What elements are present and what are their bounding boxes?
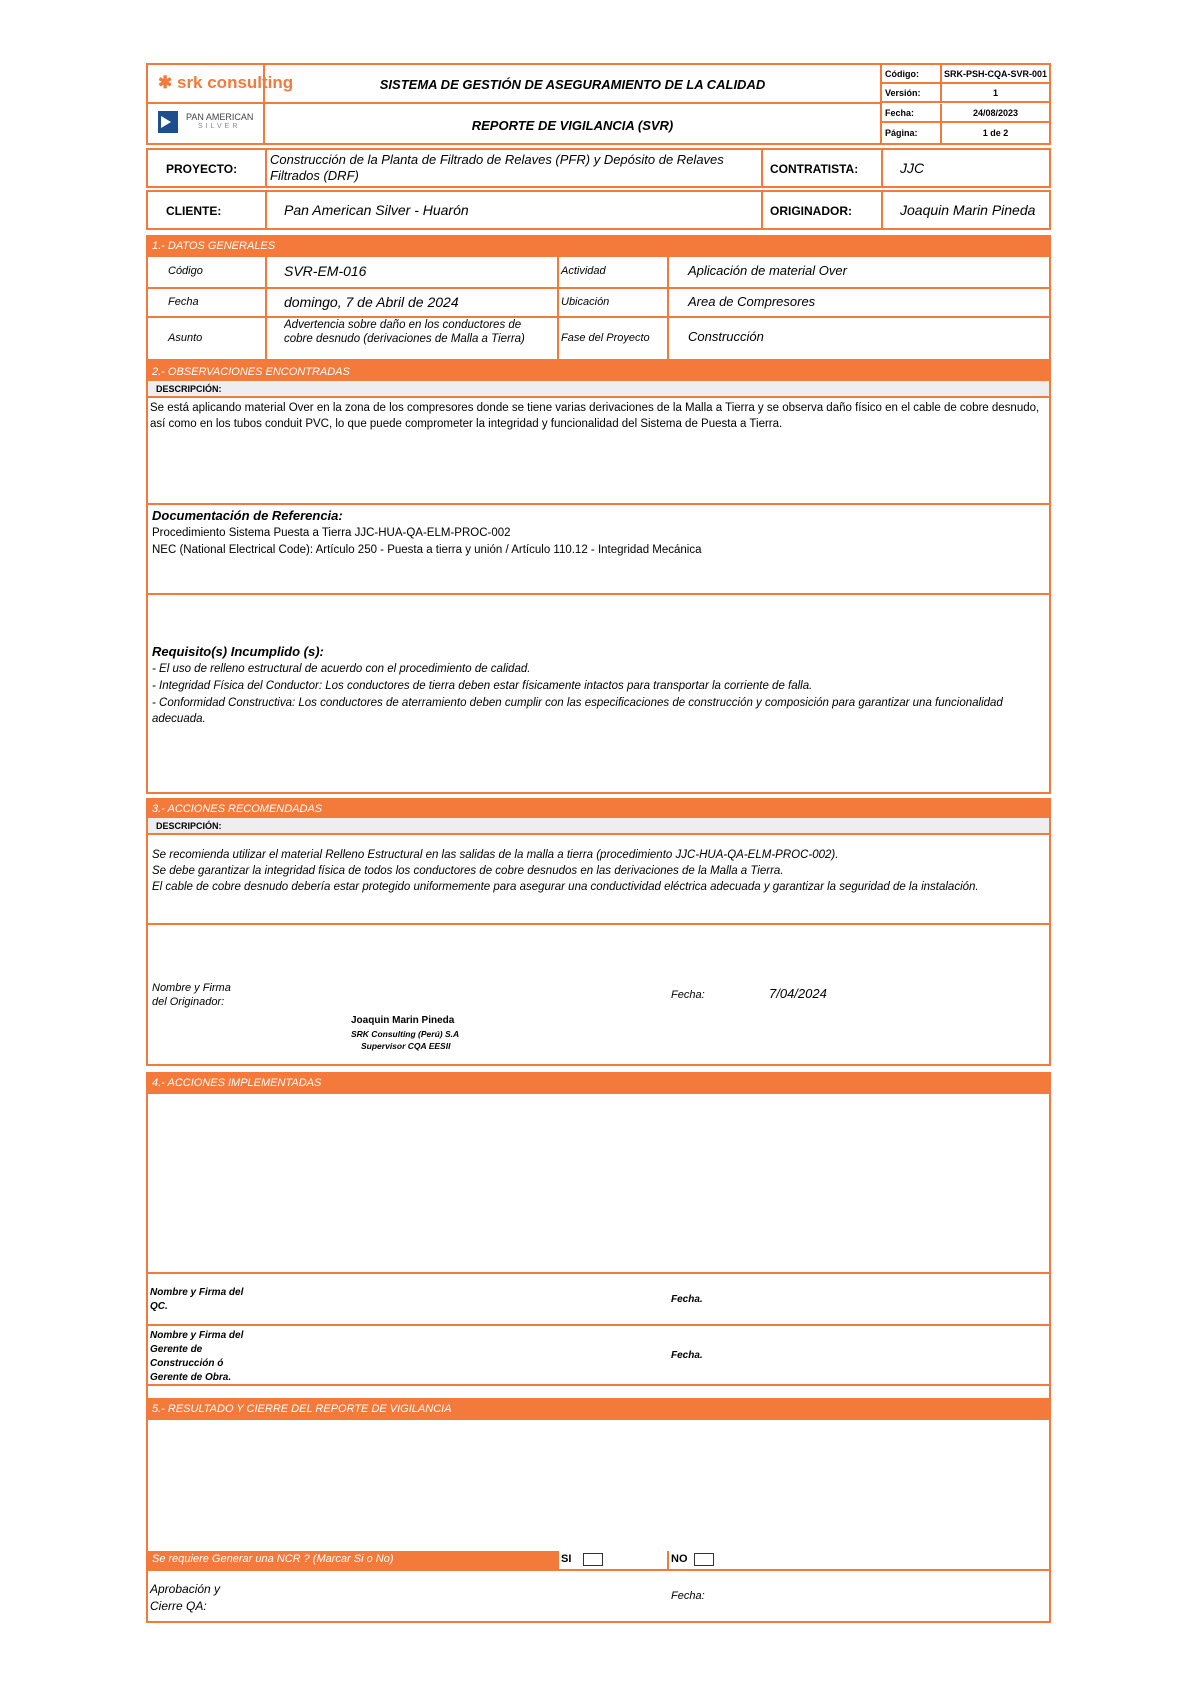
qc-firma-row	[148, 1272, 1049, 1324]
doc-ref-line-2: NEC (National Electrical Code): Artículo 250 - Puesta a tierra y unión / Artículo 110.12 - Integridad Mecánica	[152, 544, 702, 556]
aprobacion-label-1: Aprobación y	[150, 1582, 221, 1596]
requisitos-line-2: - Integridad Física del Conductor: Los conductores de tierra deben estar físicamente intactos para transportar la corriente de falla.	[152, 680, 813, 692]
requisitos-title: Requisito(s) Incumplido (s):	[152, 644, 324, 659]
rec-line-3: El cable de cobre desnudo debería estar protegido uniformemente para asegurar una conductividad eléctrica adecuada y garantizar la seguridad de la instalación.	[152, 881, 979, 893]
ncr-no-label: NO	[671, 1553, 688, 1565]
contratista-value: JJC	[900, 160, 925, 176]
datos-fase-value: Construcción	[688, 329, 764, 344]
implementadas-section-title: 4.- ACCIONES IMPLEMENTADAS	[148, 1074, 1049, 1092]
obs-descripcion-text: Se está aplicando material Over en la zona de los compresores donde se tiene varias derivaciones de la Malla a Tierra y se observa daño físico en el cable de cobre desnudo, así como en los tubos conduit PVC, lo que puede comprometer la integridad y funcionalidad del Sistema de Puesta a Tierra.	[150, 402, 1040, 430]
datos-ubicacion-label: Ubicación	[561, 296, 610, 308]
fecha-value: 24/08/2023	[942, 104, 1049, 123]
proyecto-label: PROYECTO:	[166, 162, 238, 176]
aprobacion-label-2: Cierre QA:	[150, 1599, 207, 1613]
aprobacion-row	[148, 1569, 1049, 1621]
datos-actividad-label: Actividad	[561, 265, 606, 277]
rec-firma-label-2: del Originador:	[152, 996, 225, 1008]
title-cell	[265, 65, 882, 104]
srk-logo-cell	[148, 65, 294, 104]
pas-logo-icon-mark	[161, 116, 171, 128]
implementadas-body	[148, 1092, 1049, 1272]
ncr-question: Se requiere Generar una NCR ? (Marcar Si o No)	[152, 1553, 394, 1565]
sign-name: Joaquin Marin Pineda	[351, 1015, 455, 1026]
rec-firma-label-1: Nombre y Firma	[152, 982, 231, 994]
gerente-firma-label-3: Construcción ó	[150, 1358, 224, 1369]
cliente-value: Pan American Silver - Huarón	[284, 202, 469, 218]
cierre-fecha-label: Fecha:	[671, 1590, 705, 1602]
codigo-label: Código:	[882, 65, 942, 84]
gerente-fecha-label: Fecha.	[671, 1350, 703, 1361]
version-label: Versión:	[882, 84, 942, 103]
recomendadas-section-title: 3.- ACCIONES RECOMENDADAS	[148, 800, 1049, 818]
datos-codigo-value: SVR-EM-016	[284, 263, 367, 279]
datos-section-title: 1.- DATOS GENERALES	[148, 237, 1049, 255]
gerente-firma-label-1: Nombre y Firma del	[150, 1330, 244, 1341]
srk-logo-icon: ✱	[158, 73, 173, 92]
system-title: SISTEMA DE GESTIÓN DE ASEGURAMIENTO DE LA CALIDAD	[379, 77, 766, 92]
qc-fecha-label: Fecha.	[671, 1294, 703, 1305]
rec-line-2: Se debe garantizar la integridad física de todos los conductores de cobre desnudos en las derivaciones de la Malla a Tierra.	[152, 865, 784, 877]
ncr-si-cell	[557, 1551, 667, 1569]
datos-ubicacion-value: Area de Compresores	[688, 294, 816, 309]
rec-fecha-label: Fecha:	[671, 989, 705, 1001]
doc-ref-line-1: Procedimiento Sistema Puesta a Tierra JJC-HUA-QA-ELM-PROC-002	[152, 527, 511, 539]
rec-firma-block	[148, 923, 1049, 1064]
requisitos-line-1: - El uso de relleno estructural de acuerdo con el procedimiento de calidad.	[152, 663, 531, 675]
originador-value: Joaquin Marin Pineda	[900, 202, 1036, 218]
requisitos-line-3: - Conformidad Constructiva: Los conductores de aterramiento deben cumplir con las especificaciones de construcción y composición para garantizar una funcionalidad adecuada.	[152, 697, 1003, 725]
rec-descripcion-header	[148, 818, 1049, 835]
datos-codigo-label: Código	[168, 265, 203, 277]
srk-logo-text: srk consulting	[176, 73, 294, 92]
datos-asunto-value: Advertencia sobre daño en los conductores de cobre desnudo (derivaciones de Malla a Tierra)	[284, 319, 525, 345]
qc-firma-label-2: QC.	[150, 1301, 168, 1312]
gerente-firma-label-2: Gerente de	[150, 1344, 203, 1355]
version-value: 1	[942, 84, 1049, 103]
rec-fecha-value: 7/04/2024	[769, 986, 827, 1001]
subtitle-cell	[265, 104, 882, 143]
qc-firma-label-1: Nombre y Firma del	[150, 1287, 244, 1298]
gerente-firma-row	[148, 1324, 1049, 1386]
fecha-label: Fecha:	[882, 104, 942, 123]
meta-grid	[882, 65, 1049, 143]
datos-fase-label: Fase del Proyecto	[561, 332, 650, 344]
doc-ref-title: Documentación de Referencia:	[152, 508, 343, 523]
datos-actividad-value: Aplicación de material Over	[688, 263, 847, 278]
sign-role: Supervisor CQA EESII	[361, 1041, 451, 1051]
observaciones-section-title: 2.- OBSERVACIONES ENCONTRADAS	[148, 363, 1049, 381]
ncr-no-checkbox[interactable]	[694, 1553, 714, 1566]
datos-fecha-label: Fecha	[168, 296, 199, 308]
pas-logo-line1: PAN AMERICAN	[186, 112, 254, 122]
gerente-firma-label-4: Gerente de Obra.	[150, 1372, 232, 1383]
pas-logo-cell	[148, 104, 265, 143]
ncr-si-checkbox[interactable]	[583, 1553, 603, 1566]
cliente-label: CLIENTE:	[166, 204, 222, 218]
sign-company: SRK Consulting (Perú) S.A	[351, 1029, 460, 1039]
proyecto-value: Construcción de la Planta de Filtrado de Relaves (PFR) y Depósito de Relaves Filtrados (DRF)	[270, 152, 724, 183]
cierre-section-title: 5.- RESULTADO Y CIERRE DEL REPORTE DE VIGILANCIA	[148, 1400, 1049, 1418]
rec-line-1: Se recomienda utilizar el material Relleno Estructural en las salidas de la malla a tierra (procedimiento JJC-HUA-QA-ELM-PROC-002).	[152, 849, 839, 861]
datos-fecha-value: domingo, 7 de Abril de 2024	[284, 294, 459, 310]
originador-label: ORIGINADOR:	[770, 204, 852, 218]
contratista-label: CONTRATISTA:	[770, 162, 859, 176]
report-title: REPORTE DE VIGILANCIA (SVR)	[471, 118, 674, 133]
ncr-no-cell	[667, 1551, 1049, 1569]
pagina-label: Página:	[882, 123, 942, 143]
cierre-body	[148, 1418, 1049, 1551]
pagina-value: 1 de 2	[982, 128, 1009, 138]
rec-descripcion-label: DESCRIPCIÓN:	[156, 821, 222, 831]
codigo-value: SRK-PSH-CQA-SVR-001	[942, 65, 1049, 84]
pas-logo-line2: SILVER	[198, 123, 241, 130]
obs-descripcion-header	[148, 381, 1049, 398]
ncr-si-label: SI	[561, 1553, 572, 1565]
datos-asunto-label: Asunto	[168, 332, 203, 344]
obs-descripcion-label: DESCRIPCIÓN:	[156, 384, 222, 394]
